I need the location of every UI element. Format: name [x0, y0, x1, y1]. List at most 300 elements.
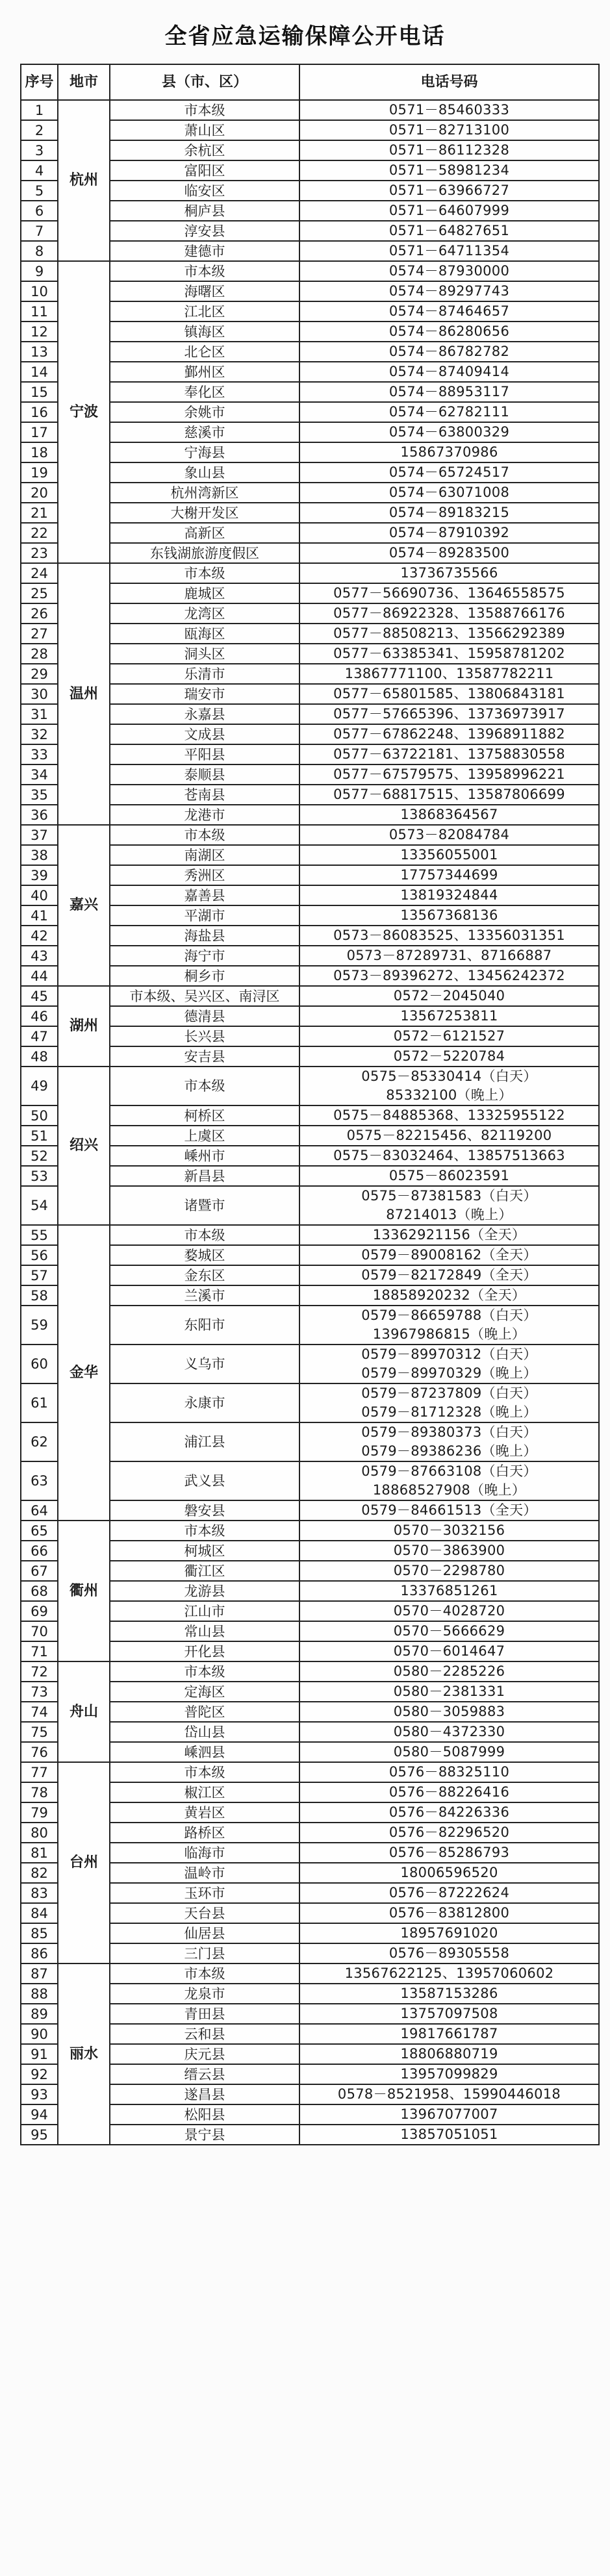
district-name: 江北区	[110, 301, 299, 322]
phone-number	[299, 1225, 599, 1245]
phone-line: 13868364567	[400, 807, 498, 822]
row-number: 65	[21, 1521, 58, 1541]
district-name: 市本级	[110, 825, 299, 845]
phone-line: 0579－89008162（全天）	[361, 1247, 537, 1263]
phone-number	[299, 1500, 599, 1521]
phone-number	[299, 1383, 599, 1422]
phone-line: 0571－64607999	[388, 203, 510, 218]
phone-line: 0578－8521958、15990446018	[337, 2086, 561, 2102]
district-name: 龙泉市	[110, 1984, 299, 2004]
phone-number	[299, 201, 599, 221]
phone-number	[299, 402, 599, 422]
phone-number	[299, 1742, 599, 1762]
phone-line: 13587153286	[400, 1986, 498, 2001]
district-name: 洞头区	[110, 644, 299, 664]
phone-number	[299, 885, 599, 905]
table-row	[21, 1067, 599, 1105]
district-name: 平湖市	[110, 905, 299, 926]
phone-number	[299, 1802, 599, 1823]
district-name: 仙居县	[110, 1923, 299, 1943]
district-name: 永康市	[110, 1383, 299, 1422]
district-name: 富阳区	[110, 160, 299, 181]
phone-line: 18806880719	[400, 2046, 498, 2062]
phone-number	[299, 1461, 599, 1500]
phone-line: 19817661787	[400, 2026, 498, 2041]
phone-number	[299, 1126, 599, 1146]
row-number: 21	[21, 503, 58, 523]
phone-line: 13967986815（晚上）	[372, 1326, 526, 1342]
district-name: 高新区	[110, 523, 299, 543]
district-name: 泰顺县	[110, 764, 299, 785]
phone-line: 0579－89970312（白天）	[361, 1346, 537, 1362]
row-number: 75	[21, 1722, 58, 1742]
phone-line: 13867771100、13587782211	[344, 666, 554, 681]
phone-line: 87214013（晚上）	[386, 1207, 513, 1222]
phone-number	[299, 1521, 599, 1541]
row-number: 85	[21, 1923, 58, 1943]
city-name: 台州	[58, 1762, 110, 1964]
phone-number	[299, 322, 599, 342]
phone-number	[299, 543, 599, 563]
row-number: 56	[21, 1245, 58, 1265]
phone-number	[299, 644, 599, 664]
row-number: 35	[21, 785, 58, 805]
district-name: 文成县	[110, 724, 299, 744]
city-name: 温州	[58, 563, 110, 825]
row-number: 22	[21, 523, 58, 543]
row-number: 10	[21, 281, 58, 301]
phone-line: 13376851261	[400, 1583, 498, 1598]
phone-line: 0574－86782782	[388, 344, 510, 359]
phone-line: 0570－3032156	[393, 1522, 505, 1538]
row-number: 47	[21, 1026, 58, 1046]
phone-number	[299, 1883, 599, 1903]
row-number: 92	[21, 2064, 58, 2084]
phone-line: 0579－89386236（晚上）	[361, 1443, 537, 1459]
phone-number	[299, 845, 599, 865]
row-number: 17	[21, 422, 58, 442]
phone-line: 0572－5220784	[393, 1048, 505, 1064]
district-name: 定海区	[110, 1682, 299, 1702]
phone-number	[299, 1105, 599, 1126]
page-title: 全省应急运输保障公开电话	[164, 23, 446, 49]
phone-number	[299, 1621, 599, 1641]
phone-number	[299, 1581, 599, 1601]
phone-line: 0580－4372330	[393, 1724, 505, 1739]
district-name: 江山市	[110, 1601, 299, 1621]
row-number: 93	[21, 2084, 58, 2104]
district-name: 萧山区	[110, 120, 299, 140]
phone-line: 0571－63966727	[388, 183, 510, 198]
phone-line: 0574－86280656	[388, 323, 510, 339]
phone-line: 13362921156（全天）	[372, 1227, 526, 1243]
row-number: 52	[21, 1146, 58, 1166]
city-name: 金华	[58, 1225, 110, 1521]
district-name: 瓯海区	[110, 624, 299, 644]
row-number: 6	[21, 201, 58, 221]
phone-number	[299, 1422, 599, 1461]
row-number: 43	[21, 946, 58, 966]
row-number: 11	[21, 301, 58, 322]
row-number: 63	[21, 1461, 58, 1500]
phone-line: 0574－87930000	[388, 263, 510, 279]
row-number: 53	[21, 1166, 58, 1186]
phone-number	[299, 1265, 599, 1285]
phone-number	[299, 905, 599, 926]
phone-line: 0580－2285226	[393, 1663, 505, 1679]
phone-line: 0576－89305558	[388, 1945, 510, 1961]
table-row	[21, 261, 599, 281]
district-name: 淳安县	[110, 221, 299, 241]
row-number: 39	[21, 865, 58, 885]
row-number: 81	[21, 1843, 58, 1863]
phone-line: 0573－87289731、87166887	[346, 948, 552, 963]
phone-number	[299, 1984, 599, 2004]
district-name: 义乌市	[110, 1345, 299, 1383]
row-number: 23	[21, 543, 58, 563]
phone-line: 0577－67862248、13968911882	[333, 726, 565, 742]
row-number: 42	[21, 926, 58, 946]
row-number: 71	[21, 1641, 58, 1661]
row-number: 94	[21, 2104, 58, 2125]
phone-number	[299, 1943, 599, 1964]
table-row	[21, 1225, 599, 1245]
phone-line: 0573－86083525、13356031351	[333, 928, 565, 943]
district-name: 宁海县	[110, 442, 299, 462]
row-number: 34	[21, 764, 58, 785]
row-number: 20	[21, 483, 58, 503]
table-row	[21, 563, 599, 583]
phone-line: 13567368136	[400, 907, 498, 923]
phone-line: 0579－82172849（全天）	[361, 1267, 537, 1283]
district-name: 市本级	[110, 1661, 299, 1682]
district-name: 建德市	[110, 241, 299, 261]
city-name: 丽水	[58, 1964, 110, 2145]
phone-line: 0576－88325110	[388, 1764, 510, 1780]
table-header-row	[21, 64, 599, 100]
district-name: 武义县	[110, 1461, 299, 1500]
phone-number	[299, 704, 599, 724]
row-number: 26	[21, 603, 58, 624]
row-number: 60	[21, 1345, 58, 1383]
phone-number	[299, 462, 599, 483]
phone-number	[299, 946, 599, 966]
phone-line: 0574－65724517	[388, 464, 510, 480]
row-number: 36	[21, 805, 58, 825]
row-number: 72	[21, 1661, 58, 1682]
phone-number	[299, 503, 599, 523]
phone-line: 0575－85330414（白天）	[361, 1068, 537, 1084]
phone-number	[299, 1067, 599, 1105]
district-name: 普陀区	[110, 1702, 299, 1722]
district-name: 龙游县	[110, 1581, 299, 1601]
phone-line: 0576－88226416	[388, 1784, 510, 1800]
table-row	[21, 1964, 599, 1984]
phone-line: 0577－63722181、13758830558	[333, 746, 565, 762]
row-number: 15	[21, 382, 58, 402]
phone-line: 18858920232（全天）	[372, 1287, 526, 1303]
row-number: 19	[21, 462, 58, 483]
row-number: 8	[21, 241, 58, 261]
row-number: 44	[21, 966, 58, 986]
district-name: 长兴县	[110, 1026, 299, 1046]
district-name: 东钱湖旅游度假区	[110, 543, 299, 563]
row-number: 80	[21, 1823, 58, 1843]
district-name: 景宁县	[110, 2125, 299, 2145]
row-number: 32	[21, 724, 58, 744]
row-number: 87	[21, 1964, 58, 1984]
phone-number	[299, 805, 599, 825]
row-number: 78	[21, 1782, 58, 1802]
district-name: 嵊泗县	[110, 1742, 299, 1762]
phone-number	[299, 563, 599, 583]
district-name: 浦江县	[110, 1422, 299, 1461]
phone-number	[299, 120, 599, 140]
phone-line: 13757097508	[400, 2006, 498, 2021]
district-name: 嵊州市	[110, 1146, 299, 1166]
row-number: 7	[21, 221, 58, 241]
phone-line: 0575－86023591	[388, 1168, 510, 1183]
district-name: 东阳市	[110, 1306, 299, 1345]
phone-number	[299, 764, 599, 785]
phone-line: 0575－87381583（白天）	[361, 1188, 537, 1204]
phone-number	[299, 1026, 599, 1046]
district-name: 市本级	[110, 1964, 299, 1984]
district-name: 市本级	[110, 1067, 299, 1105]
phone-line: 0574－89297743	[388, 283, 510, 299]
phone-number	[299, 382, 599, 402]
city-name: 舟山	[58, 1661, 110, 1762]
phone-number	[299, 2104, 599, 2125]
row-number: 74	[21, 1702, 58, 1722]
phone-number	[299, 1964, 599, 1984]
phone-line: 18006596520	[400, 1865, 498, 1880]
row-number: 54	[21, 1186, 58, 1225]
phone-number	[299, 684, 599, 704]
phone-line: 0579－89380373（白天）	[361, 1424, 537, 1440]
district-name: 庆元县	[110, 2044, 299, 2064]
phone-number	[299, 1166, 599, 1186]
row-number: 70	[21, 1621, 58, 1641]
district-name: 温岭市	[110, 1863, 299, 1883]
row-number: 14	[21, 362, 58, 382]
phone-line: 0577－88508213、13566292389	[333, 625, 565, 641]
district-name: 磐安县	[110, 1500, 299, 1521]
phone-number	[299, 281, 599, 301]
phone-number	[299, 603, 599, 624]
row-number: 38	[21, 845, 58, 865]
row-number: 50	[21, 1105, 58, 1126]
phone-number	[299, 2084, 599, 2104]
phone-line: 0570－5666629	[393, 1623, 505, 1639]
row-number: 16	[21, 402, 58, 422]
phone-number	[299, 1702, 599, 1722]
phone-line: 0575－83032464、13857513663	[333, 1148, 565, 1163]
district-name: 新昌县	[110, 1166, 299, 1186]
phone-number	[299, 1186, 599, 1225]
table-row	[21, 825, 599, 845]
phone-number	[299, 1541, 599, 1561]
district-name: 北仑区	[110, 342, 299, 362]
district-name: 余杭区	[110, 140, 299, 160]
table-row	[21, 100, 599, 120]
phone-number	[299, 1782, 599, 1802]
phone-number	[299, 1762, 599, 1782]
phone-number	[299, 1306, 599, 1345]
district-name: 柯桥区	[110, 1105, 299, 1126]
phone-line: 0576－82296520	[388, 1825, 510, 1840]
row-number: 24	[21, 563, 58, 583]
row-number: 76	[21, 1742, 58, 1762]
phone-line: 0574－63071008	[388, 485, 510, 500]
phone-number	[299, 181, 599, 201]
phone-line: 0577－86922328、13588766176	[333, 605, 565, 621]
city-name: 衢州	[58, 1521, 110, 1661]
row-number: 79	[21, 1802, 58, 1823]
phone-number	[299, 2064, 599, 2084]
phone-line: 0577－67579575、13958996221	[333, 766, 565, 782]
district-name: 玉环市	[110, 1883, 299, 1903]
phone-number	[299, 865, 599, 885]
row-number: 13	[21, 342, 58, 362]
phone-line: 0574－87910392	[388, 525, 510, 540]
district-name: 安吉县	[110, 1046, 299, 1067]
phone-line: 13857051051	[400, 2127, 498, 2142]
district-name: 兰溪市	[110, 1285, 299, 1306]
phone-number	[299, 483, 599, 503]
phone-line: 0572－2045040	[393, 988, 505, 1004]
phone-line: 0571－82713100	[388, 122, 510, 138]
phone-number	[299, 1285, 599, 1306]
district-name: 永嘉县	[110, 704, 299, 724]
phone-number	[299, 301, 599, 322]
row-number: 68	[21, 1581, 58, 1601]
row-number: 69	[21, 1601, 58, 1621]
district-name: 杭州湾新区	[110, 483, 299, 503]
phone-number	[299, 422, 599, 442]
phone-line: 0577－57665396、13736973917	[333, 706, 565, 722]
phone-number	[299, 583, 599, 603]
district-name: 桐庐县	[110, 201, 299, 221]
phone-number	[299, 2125, 599, 2145]
city-name: 绍兴	[58, 1067, 110, 1225]
row-number: 4	[21, 160, 58, 181]
phone-line: 0577－68817515、13587806699	[333, 787, 565, 802]
row-number: 90	[21, 2024, 58, 2044]
phone-number	[299, 1682, 599, 1702]
phone-line: 17757344699	[400, 867, 498, 883]
phone-number	[299, 1903, 599, 1923]
table-body	[21, 100, 599, 2145]
row-number: 59	[21, 1306, 58, 1345]
district-name: 鄞州区	[110, 362, 299, 382]
phone-number	[299, 986, 599, 1006]
phone-line: 0573－89396272、13456242372	[333, 968, 565, 983]
district-name: 镇海区	[110, 322, 299, 342]
district-name: 天台县	[110, 1903, 299, 1923]
district-name: 海盐县	[110, 926, 299, 946]
district-name: 龙港市	[110, 805, 299, 825]
row-number: 64	[21, 1500, 58, 1521]
city-name: 宁波	[58, 261, 110, 563]
city-name: 嘉兴	[58, 825, 110, 986]
phone-number	[299, 1006, 599, 1026]
city-name: 湖州	[58, 986, 110, 1067]
phone-number	[299, 1823, 599, 1843]
row-number: 41	[21, 905, 58, 926]
phone-number	[299, 342, 599, 362]
district-name: 临安区	[110, 181, 299, 201]
phone-line: 0573－82084784	[388, 827, 510, 842]
row-number: 61	[21, 1383, 58, 1422]
row-number: 3	[21, 140, 58, 160]
phone-line: 0574－62782111	[388, 404, 510, 420]
phone-line: 0579－81712328（晚上）	[361, 1404, 537, 1420]
row-number: 40	[21, 885, 58, 905]
phone-number	[299, 1843, 599, 1863]
row-number: 5	[21, 181, 58, 201]
phone-number	[299, 100, 599, 120]
row-number: 73	[21, 1682, 58, 1702]
phone-line: 13567622125、13957060602	[344, 1965, 554, 1981]
row-number: 91	[21, 2044, 58, 2064]
phone-line: 0576－87222624	[388, 1885, 510, 1900]
row-number: 77	[21, 1762, 58, 1782]
district-name: 桐乡市	[110, 966, 299, 986]
table-row	[21, 1661, 599, 1682]
phone-line: 0575－84885368、13325955122	[333, 1107, 565, 1123]
district-name: 常山县	[110, 1621, 299, 1641]
table-row	[21, 1762, 599, 1782]
district-name: 上虞区	[110, 1126, 299, 1146]
phone-number	[299, 785, 599, 805]
phone-number	[299, 1863, 599, 1883]
district-name: 市本级	[110, 100, 299, 120]
phone-line: 0577－63385341、15958781202	[333, 646, 565, 661]
district-name: 云和县	[110, 2024, 299, 2044]
district-name: 松阳县	[110, 2104, 299, 2125]
district-name: 苍南县	[110, 785, 299, 805]
row-number: 58	[21, 1285, 58, 1306]
phone-number	[299, 1245, 599, 1265]
phone-line: 0574－87464657	[388, 303, 510, 319]
row-number: 1	[21, 100, 58, 120]
header-phone: 电话号码	[299, 64, 599, 100]
phone-line: 0576－83812800	[388, 1905, 510, 1921]
district-name: 嘉善县	[110, 885, 299, 905]
district-name: 衢江区	[110, 1561, 299, 1581]
phone-number	[299, 2024, 599, 2044]
phone-line: 0574－89283500	[388, 545, 510, 561]
phone-line: 0570－3863900	[393, 1543, 505, 1558]
phone-line: 18957691020	[400, 1925, 498, 1941]
district-name: 青田县	[110, 2004, 299, 2024]
district-name: 临海市	[110, 1843, 299, 1863]
phone-number	[299, 261, 599, 281]
district-name: 椒江区	[110, 1782, 299, 1802]
header-city: 地市	[58, 64, 110, 100]
district-name: 市本级	[110, 1762, 299, 1782]
phone-number	[299, 1601, 599, 1621]
district-name: 诸暨市	[110, 1186, 299, 1225]
phone-line: 18868527908（晚上）	[372, 1482, 526, 1498]
phone-number	[299, 966, 599, 986]
header-no: 序号	[21, 64, 58, 100]
district-name: 岱山县	[110, 1722, 299, 1742]
district-name: 德清县	[110, 1006, 299, 1026]
phone-number	[299, 724, 599, 744]
phone-line: 13567253811	[400, 1008, 498, 1024]
